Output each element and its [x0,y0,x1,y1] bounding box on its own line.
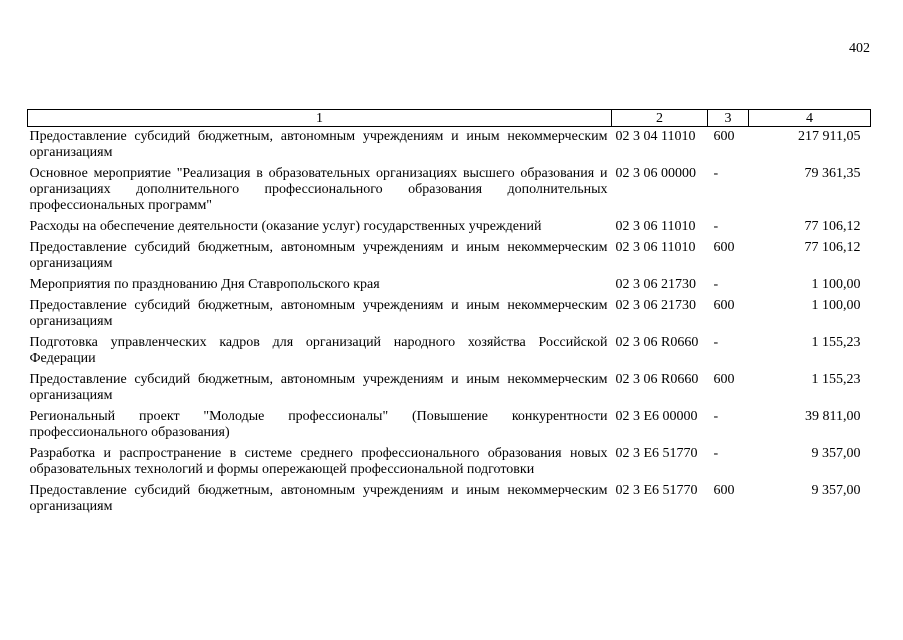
row-type: - [713,446,719,461]
row-description: Основное мероприятие "Реализация в образовательных организациях высшего образования и организациях дополнительного профессионального образования дополнительных профессиональных программ" [29,166,608,213]
row-description: Предоставление субсидий бюджетным, автономным учреждениям и иным некоммерческим организациям [29,240,608,271]
row-amount: 1 100,00 [811,277,861,292]
row-description: Предоставление субсидий бюджетным, автономным учреждениям и иным некоммерческим организациям [29,372,608,403]
row-description: Региональный проект "Молодые профессионалы" (Повышение конкурентности профессионального образования) [29,409,608,440]
row-amount: 77 106,12 [804,219,861,234]
row-type: 600 [713,298,735,313]
table-row [28,219,871,240]
row-description: Разработка и распространение в системе среднего профессионального образования новых образовательных технологий и формы опережающей профессиональной подготовки [29,446,608,477]
row-code: 02 3 E6 51770 [615,483,698,498]
table-row [28,166,871,219]
table-row [28,240,871,277]
row-code: 02 3 E6 00000 [615,409,698,424]
table-row [28,372,871,409]
row-code: 02 3 06 R0660 [615,335,699,350]
header-col-3: 3 [708,110,749,127]
row-amount: 9 357,00 [811,483,861,498]
row-type: - [713,409,719,424]
row-amount: 1 100,00 [811,298,861,313]
row-code: 02 3 06 21730 [615,277,696,292]
row-type: 600 [713,240,735,255]
table-row [28,335,871,372]
row-type: - [713,335,719,350]
row-type: - [713,219,719,234]
header-col-2: 2 [612,110,708,127]
row-code: 02 3 04 11010 [615,129,696,144]
row-description: Подготовка управленческих кадров для организаций народного хозяйства Российской Федерации [29,335,608,366]
row-amount: 79 361,35 [804,166,861,181]
row-code: 02 3 E6 51770 [615,446,698,461]
row-code: 02 3 06 R0660 [615,372,699,387]
row-amount: 1 155,23 [811,372,861,387]
row-amount: 77 106,12 [804,240,861,255]
budget-table [27,109,871,520]
row-code: 02 3 06 11010 [615,240,696,255]
row-amount: 9 357,00 [811,446,861,461]
table-row [28,298,871,335]
row-amount: 217 911,05 [798,129,861,144]
row-description: Предоставление субсидий бюджетным, автономным учреждениям и иным некоммерческим организациям [29,483,608,514]
row-type: 600 [713,129,735,144]
table-row [28,409,871,446]
row-type: - [713,277,719,292]
row-code: 02 3 06 21730 [615,298,696,313]
row-amount: 39 811,00 [805,409,861,424]
row-type: - [713,166,719,181]
row-code: 02 3 06 00000 [615,166,696,181]
table-row [28,483,871,520]
row-type: 600 [713,483,735,498]
table-row [28,127,871,167]
row-description: Предоставление субсидий бюджетным, автономным учреждениям и иным некоммерческим организациям [29,129,608,160]
row-type: 600 [713,372,735,387]
header-col-4: 4 [749,110,871,127]
page-number: 402 [849,41,870,56]
row-description: Расходы на обеспечение деятельности (оказание услуг) государственных учреждений [29,219,542,234]
row-description: Предоставление субсидий бюджетным, автономным учреждениям и иным некоммерческим организациям [29,298,608,329]
table-row [28,446,871,483]
table-row [28,277,871,298]
header-col-1: 1 [28,110,612,127]
row-code: 02 3 06 11010 [615,219,696,234]
row-description: Мероприятия по празднованию Дня Ставропольского края [29,277,380,292]
row-amount: 1 155,23 [811,335,861,350]
table-header-row [28,110,871,127]
